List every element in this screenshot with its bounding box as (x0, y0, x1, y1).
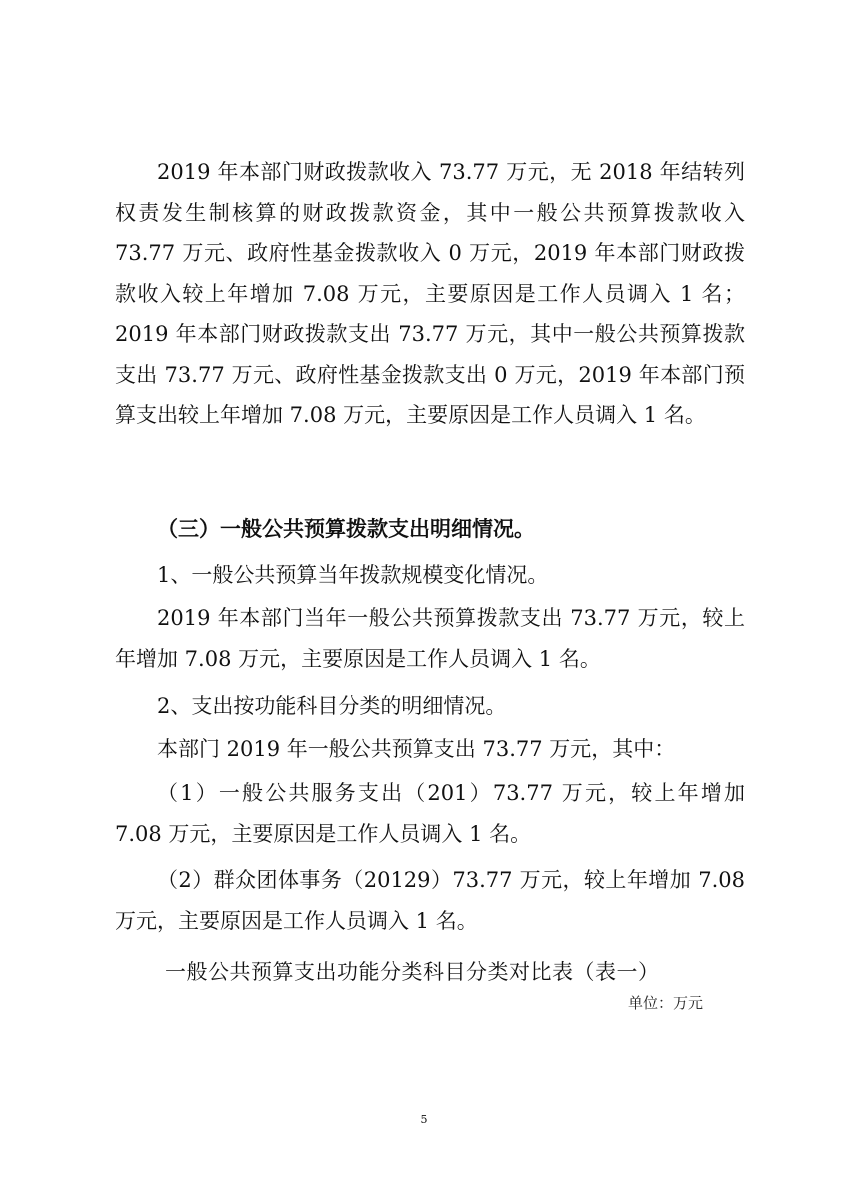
section-heading-3: （三）一般公共预算拨款支出明细情况。 (157, 516, 535, 541)
paragraph-function-summary: 本部门 2019 年一般公共预算支出 73.77 万元，其中： (157, 737, 676, 761)
paragraph-current-year: 2019 年本部门当年一般公共预算拨款支出 73.77 万元，较上年增加 7.08 万元，主要原因是工作人员调入 1 名。 (115, 606, 745, 671)
paragraph-fiscal-appropriation: 2019 年本部门财政拨款收入 73.77 万元，无 2018 年结转列权责发生制核算的财政拨款资金，其中一般公共预算拨款收入 73.77 万元、政府性基金拨款收入 0 万元，2019 年本部门财政拨款收入较上年增加 7.08 万元，主要原因是工作人员调入 1 名；2019 年本部门财政拨款支出 73.77 万元，其中一般公共预算拨款支出 73.77 万元、政府性基金拨款支出 0 万元，2019 年本部门预算支出较上年增加 7.08 万元，主要原因是工作人员调入 1 名。 (115, 160, 745, 427)
subheading-1: 1、一般公共预算当年拨款规模变化情况。 (157, 563, 549, 587)
page-number: 5 (420, 1113, 428, 1126)
unit-label: 单位：万元 (628, 994, 704, 1012)
list-item-2: （2）群众团体事务（20129）73.77 万元，较上年增加 7.08 万元，主要原因是工作人员调入 1 名。 (115, 868, 745, 933)
subheading-2: 2、支出按功能科目分类的明细情况。 (157, 694, 507, 718)
table-caption: 一般公共预算支出功能分类科目分类对比表（表一） (165, 960, 660, 984)
list-item-1: （1）一般公共服务支出（201）73.77 万元，较上年增加 7.08 万元，主要原因是工作人员调入 1 名。 (115, 781, 745, 846)
